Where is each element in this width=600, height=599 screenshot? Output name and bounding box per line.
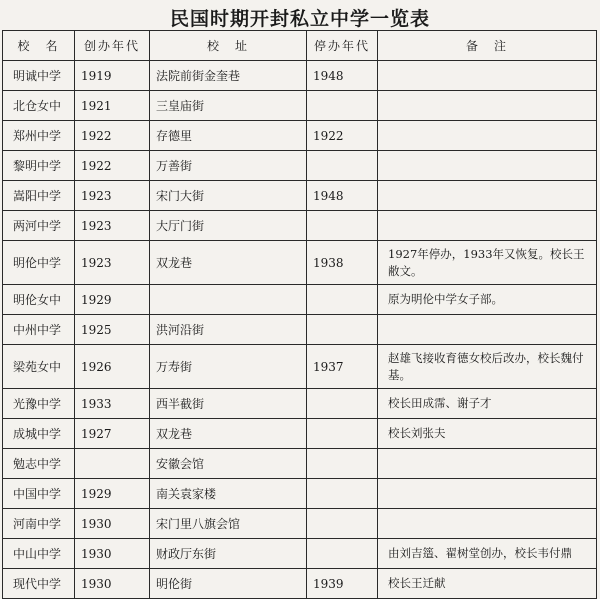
cell-note: 1927年停办，1933年又恢复。校长王敝文。 <box>378 241 597 285</box>
cell-note <box>378 479 597 509</box>
cell-note: 赵雄飞接收育德女校后改办，校长魏付基。 <box>378 345 597 389</box>
table-title: 民国时期开封私立中学一览表 <box>169 8 430 30</box>
table-row <box>3 285 597 315</box>
cell-founded-year: 1923 <box>75 211 150 241</box>
cell-founded-year: 1927 <box>75 419 150 449</box>
table-row <box>3 345 597 389</box>
cell-closed-year <box>307 449 378 479</box>
cell-closed-year: 1922 <box>307 121 378 151</box>
cell-founded-year: 1921 <box>75 91 150 121</box>
cell-address: 法院前街金奎巷 <box>150 61 307 91</box>
cell-closed-year <box>307 315 378 345</box>
cell-school-name: 河南中学 <box>3 509 75 539</box>
cell-school-name: 明伦女中 <box>3 285 75 315</box>
cell-closed-year <box>307 419 378 449</box>
cell-closed-year <box>307 479 378 509</box>
cell-school-name: 郑州中学 <box>3 121 75 151</box>
cell-note <box>378 151 597 181</box>
cell-note <box>378 315 597 345</box>
cell-founded-year: 1930 <box>75 569 150 599</box>
table-row <box>3 419 597 449</box>
table-row <box>3 509 597 539</box>
cell-closed-year <box>307 285 378 315</box>
table-row <box>3 479 597 509</box>
table-row <box>3 121 597 151</box>
cell-note <box>378 91 597 121</box>
cell-school-name: 现代中学 <box>3 569 75 599</box>
cell-closed-year <box>307 509 378 539</box>
header-note: 备 注 <box>378 31 597 61</box>
school-table <box>2 30 597 599</box>
cell-closed-year: 1939 <box>307 569 378 599</box>
cell-address: 明伦街 <box>150 569 307 599</box>
table-row <box>3 241 597 285</box>
cell-founded-year: 1933 <box>75 389 150 419</box>
table-row <box>3 569 597 599</box>
cell-note <box>378 509 597 539</box>
table-row <box>3 389 597 419</box>
cell-note <box>378 181 597 211</box>
cell-note <box>378 211 597 241</box>
table-row <box>3 449 597 479</box>
cell-school-name: 两河中学 <box>3 211 75 241</box>
cell-closed-year <box>307 389 378 419</box>
cell-note: 校长刘张夫 <box>378 419 597 449</box>
cell-school-name: 勉志中学 <box>3 449 75 479</box>
cell-address: 洪河沿街 <box>150 315 307 345</box>
cell-founded-year: 1922 <box>75 151 150 181</box>
header-closed: 停办年代 <box>307 31 378 61</box>
table-row <box>3 91 597 121</box>
cell-closed-year <box>307 151 378 181</box>
cell-address: 宋门里八旗会馆 <box>150 509 307 539</box>
cell-note: 原为明伦中学女子部。 <box>378 285 597 315</box>
cell-founded-year: 1930 <box>75 539 150 569</box>
cell-note: 由刘吉簉、翟树堂创办，校长韦付鼎 <box>378 539 597 569</box>
cell-closed-year: 1938 <box>307 241 378 285</box>
cell-founded-year: 1930 <box>75 509 150 539</box>
header-row <box>3 31 597 61</box>
table-row <box>3 61 597 91</box>
cell-address: 大厅门街 <box>150 211 307 241</box>
cell-school-name: 中国中学 <box>3 479 75 509</box>
cell-closed-year <box>307 91 378 121</box>
cell-closed-year: 1948 <box>307 181 378 211</box>
cell-founded-year: 1929 <box>75 479 150 509</box>
cell-address <box>150 285 307 315</box>
header-founded: 创办年代 <box>75 31 150 61</box>
cell-closed-year: 1937 <box>307 345 378 389</box>
cell-closed-year: 1948 <box>307 61 378 91</box>
cell-school-name: 中山中学 <box>3 539 75 569</box>
cell-school-name: 梁苑女中 <box>3 345 75 389</box>
cell-address: 万善街 <box>150 151 307 181</box>
cell-address: 三皇庙街 <box>150 91 307 121</box>
cell-school-name: 成城中学 <box>3 419 75 449</box>
cell-note <box>378 61 597 91</box>
cell-address: 财政厅东街 <box>150 539 307 569</box>
cell-note: 校长王迁献 <box>378 569 597 599</box>
cell-closed-year <box>307 211 378 241</box>
cell-founded-year: 1922 <box>75 121 150 151</box>
header-address: 校 址 <box>150 31 307 61</box>
cell-address: 双龙巷 <box>150 241 307 285</box>
cell-founded-year: 1925 <box>75 315 150 345</box>
cell-school-name: 光豫中学 <box>3 389 75 419</box>
table-body <box>3 61 597 599</box>
table-row <box>3 315 597 345</box>
cell-note <box>378 121 597 151</box>
cell-founded-year: 1923 <box>75 241 150 285</box>
table-row <box>3 211 597 241</box>
table-row <box>3 539 597 569</box>
cell-address: 双龙巷 <box>150 419 307 449</box>
cell-note: 校长田成霈、谢子才 <box>378 389 597 419</box>
cell-school-name: 明伦中学 <box>3 241 75 285</box>
cell-address: 南关袁家楼 <box>150 479 307 509</box>
cell-founded-year: 1919 <box>75 61 150 91</box>
cell-founded-year: 1923 <box>75 181 150 211</box>
cell-address: 西半截街 <box>150 389 307 419</box>
table-row <box>3 181 597 211</box>
cell-school-name: 明诚中学 <box>3 61 75 91</box>
header-name: 校 名 <box>3 31 75 61</box>
cell-founded-year: 1926 <box>75 345 150 389</box>
cell-address: 安徽会馆 <box>150 449 307 479</box>
cell-note <box>378 449 597 479</box>
table-row <box>3 151 597 181</box>
cell-address: 万寿街 <box>150 345 307 389</box>
cell-school-name: 北仓女中 <box>3 91 75 121</box>
cell-closed-year <box>307 539 378 569</box>
cell-school-name: 嵩阳中学 <box>3 181 75 211</box>
cell-school-name: 黎明中学 <box>3 151 75 181</box>
cell-school-name: 中州中学 <box>3 315 75 345</box>
cell-founded-year <box>75 449 150 479</box>
cell-address: 宋门大街 <box>150 181 307 211</box>
cell-founded-year: 1929 <box>75 285 150 315</box>
cell-address: 存德里 <box>150 121 307 151</box>
